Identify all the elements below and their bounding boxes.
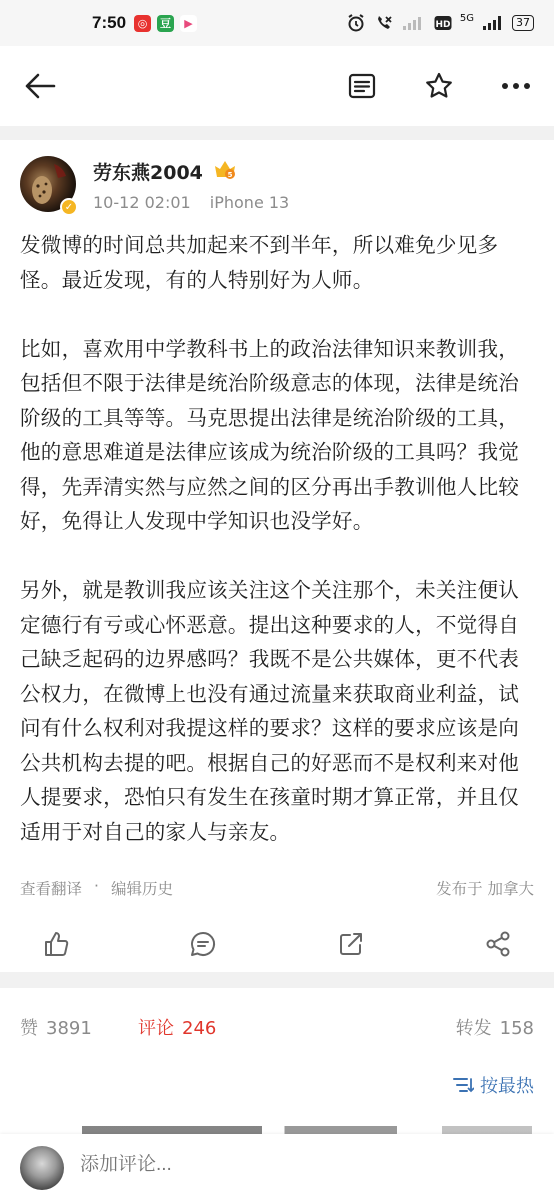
post-source: iPhone 13 (209, 193, 290, 212)
repost-button[interactable] (327, 920, 375, 968)
alarm-icon (346, 13, 366, 33)
comment-input[interactable] (80, 1154, 480, 1176)
author-name[interactable]: 劳东燕2004 (93, 162, 203, 184)
reposts-label: 转发 (455, 1018, 492, 1039)
back-button[interactable] (18, 64, 62, 108)
my-avatar (20, 1146, 64, 1190)
post-body (20, 228, 538, 849)
no-call-icon (374, 13, 394, 33)
post-footer (20, 877, 534, 899)
sort-by-hot-button[interactable] (452, 1072, 534, 1098)
share-button[interactable] (474, 920, 522, 968)
play-store-icon: ▶ (180, 15, 197, 32)
comments-count: 246 (182, 1018, 217, 1039)
comments-label: 评论 (138, 1018, 174, 1039)
verified-badge-icon: ✓ (60, 198, 78, 216)
reader-mode-button[interactable] (340, 64, 384, 108)
footer-separator: · (94, 877, 99, 895)
comments-tab[interactable] (138, 1014, 216, 1040)
like-button[interactable] (32, 920, 80, 968)
publish-location: 发布于 加拿大 (436, 880, 534, 898)
star-icon (424, 71, 454, 101)
status-indicators (346, 13, 534, 33)
reposts-tab[interactable] (456, 1014, 534, 1040)
sort-label: 按最热 (480, 1076, 534, 1097)
top-toolbar (0, 46, 554, 126)
repost-icon (337, 930, 365, 958)
hd-icon (434, 15, 452, 31)
vip-level-icon[interactable] (213, 158, 237, 180)
cell-signal-icon (482, 15, 504, 31)
wifi-signal-icon (402, 15, 426, 31)
view-translation-link[interactable]: 查看翻译 (20, 880, 83, 898)
share-icon (484, 930, 512, 958)
post-meta (93, 193, 289, 212)
post-paragraph: 另外，就是教训我应该关注这个关注那个，未关注便认定德行有亏或心怀恶意。提出这种要求的人，不觉得自己缺乏起码的边界感吗？我既不是公共媒体，更不代表公权力，在微博上也没有通过流量来获取商业利益，试问有什么权利对我提这样的要求？这样的要求应该是向公共机构去提的吧。根据自己的好恶而不是权利来对他人提要求，恐怕只有发生在孩童时期才算正常，并且仅适用于对自己的家人与亲友。 (20, 578, 520, 844)
edit-history-link[interactable]: 编辑历史 (110, 880, 173, 898)
battery-indicator: 37 (512, 15, 534, 31)
comment-bar (0, 1134, 554, 1200)
svg-text:HD: HD (435, 20, 451, 30)
post-paragraph: 比如，喜欢用中学教科书上的政治法律知识来教训我，包括但不限于法律是统治阶级意志的体现，法律是统治阶级的工具等等。马克思提出法律是统治阶级的工具，他的意思难道是法律应该成为统治阶级的工具吗？我觉得，先弄清实然与应然之间的区分再出手教训他人比较好，免得让人发现中学知识也没学好。 (20, 336, 520, 533)
more-button[interactable] (494, 64, 538, 108)
netease-music-icon: ◎ (134, 15, 151, 32)
comment-icon (189, 930, 217, 958)
network-type: 5G (459, 12, 474, 24)
likes-label: 赞 (20, 1018, 38, 1039)
status-time: 7:50 (92, 13, 127, 32)
post-time: 10-12 02:01 (93, 193, 191, 212)
next-comment-peek (0, 1126, 554, 1134)
back-arrow-icon (24, 72, 56, 100)
status-bar (0, 0, 554, 46)
svg-text:5: 5 (227, 171, 233, 179)
reposts-count: 158 (499, 1018, 534, 1039)
likes-tab[interactable] (20, 1014, 92, 1040)
engagement-stats (0, 988, 554, 1128)
douban-icon: 豆 (157, 15, 174, 32)
weibo-post (0, 140, 554, 972)
status-app-icons (134, 15, 197, 32)
post-actions (0, 920, 554, 970)
sort-icon (452, 1076, 474, 1094)
likes-count: 3891 (46, 1018, 92, 1039)
more-icon (501, 82, 531, 90)
reader-mode-icon (348, 73, 376, 99)
thumbs-up-icon (42, 930, 70, 958)
comment-button[interactable] (179, 920, 227, 968)
post-paragraph: 发微博的时间总共加起来不到半年，所以难免少见多怪。最近发现，有的人特别好为人师。 (20, 233, 499, 292)
favorite-button[interactable] (417, 64, 461, 108)
